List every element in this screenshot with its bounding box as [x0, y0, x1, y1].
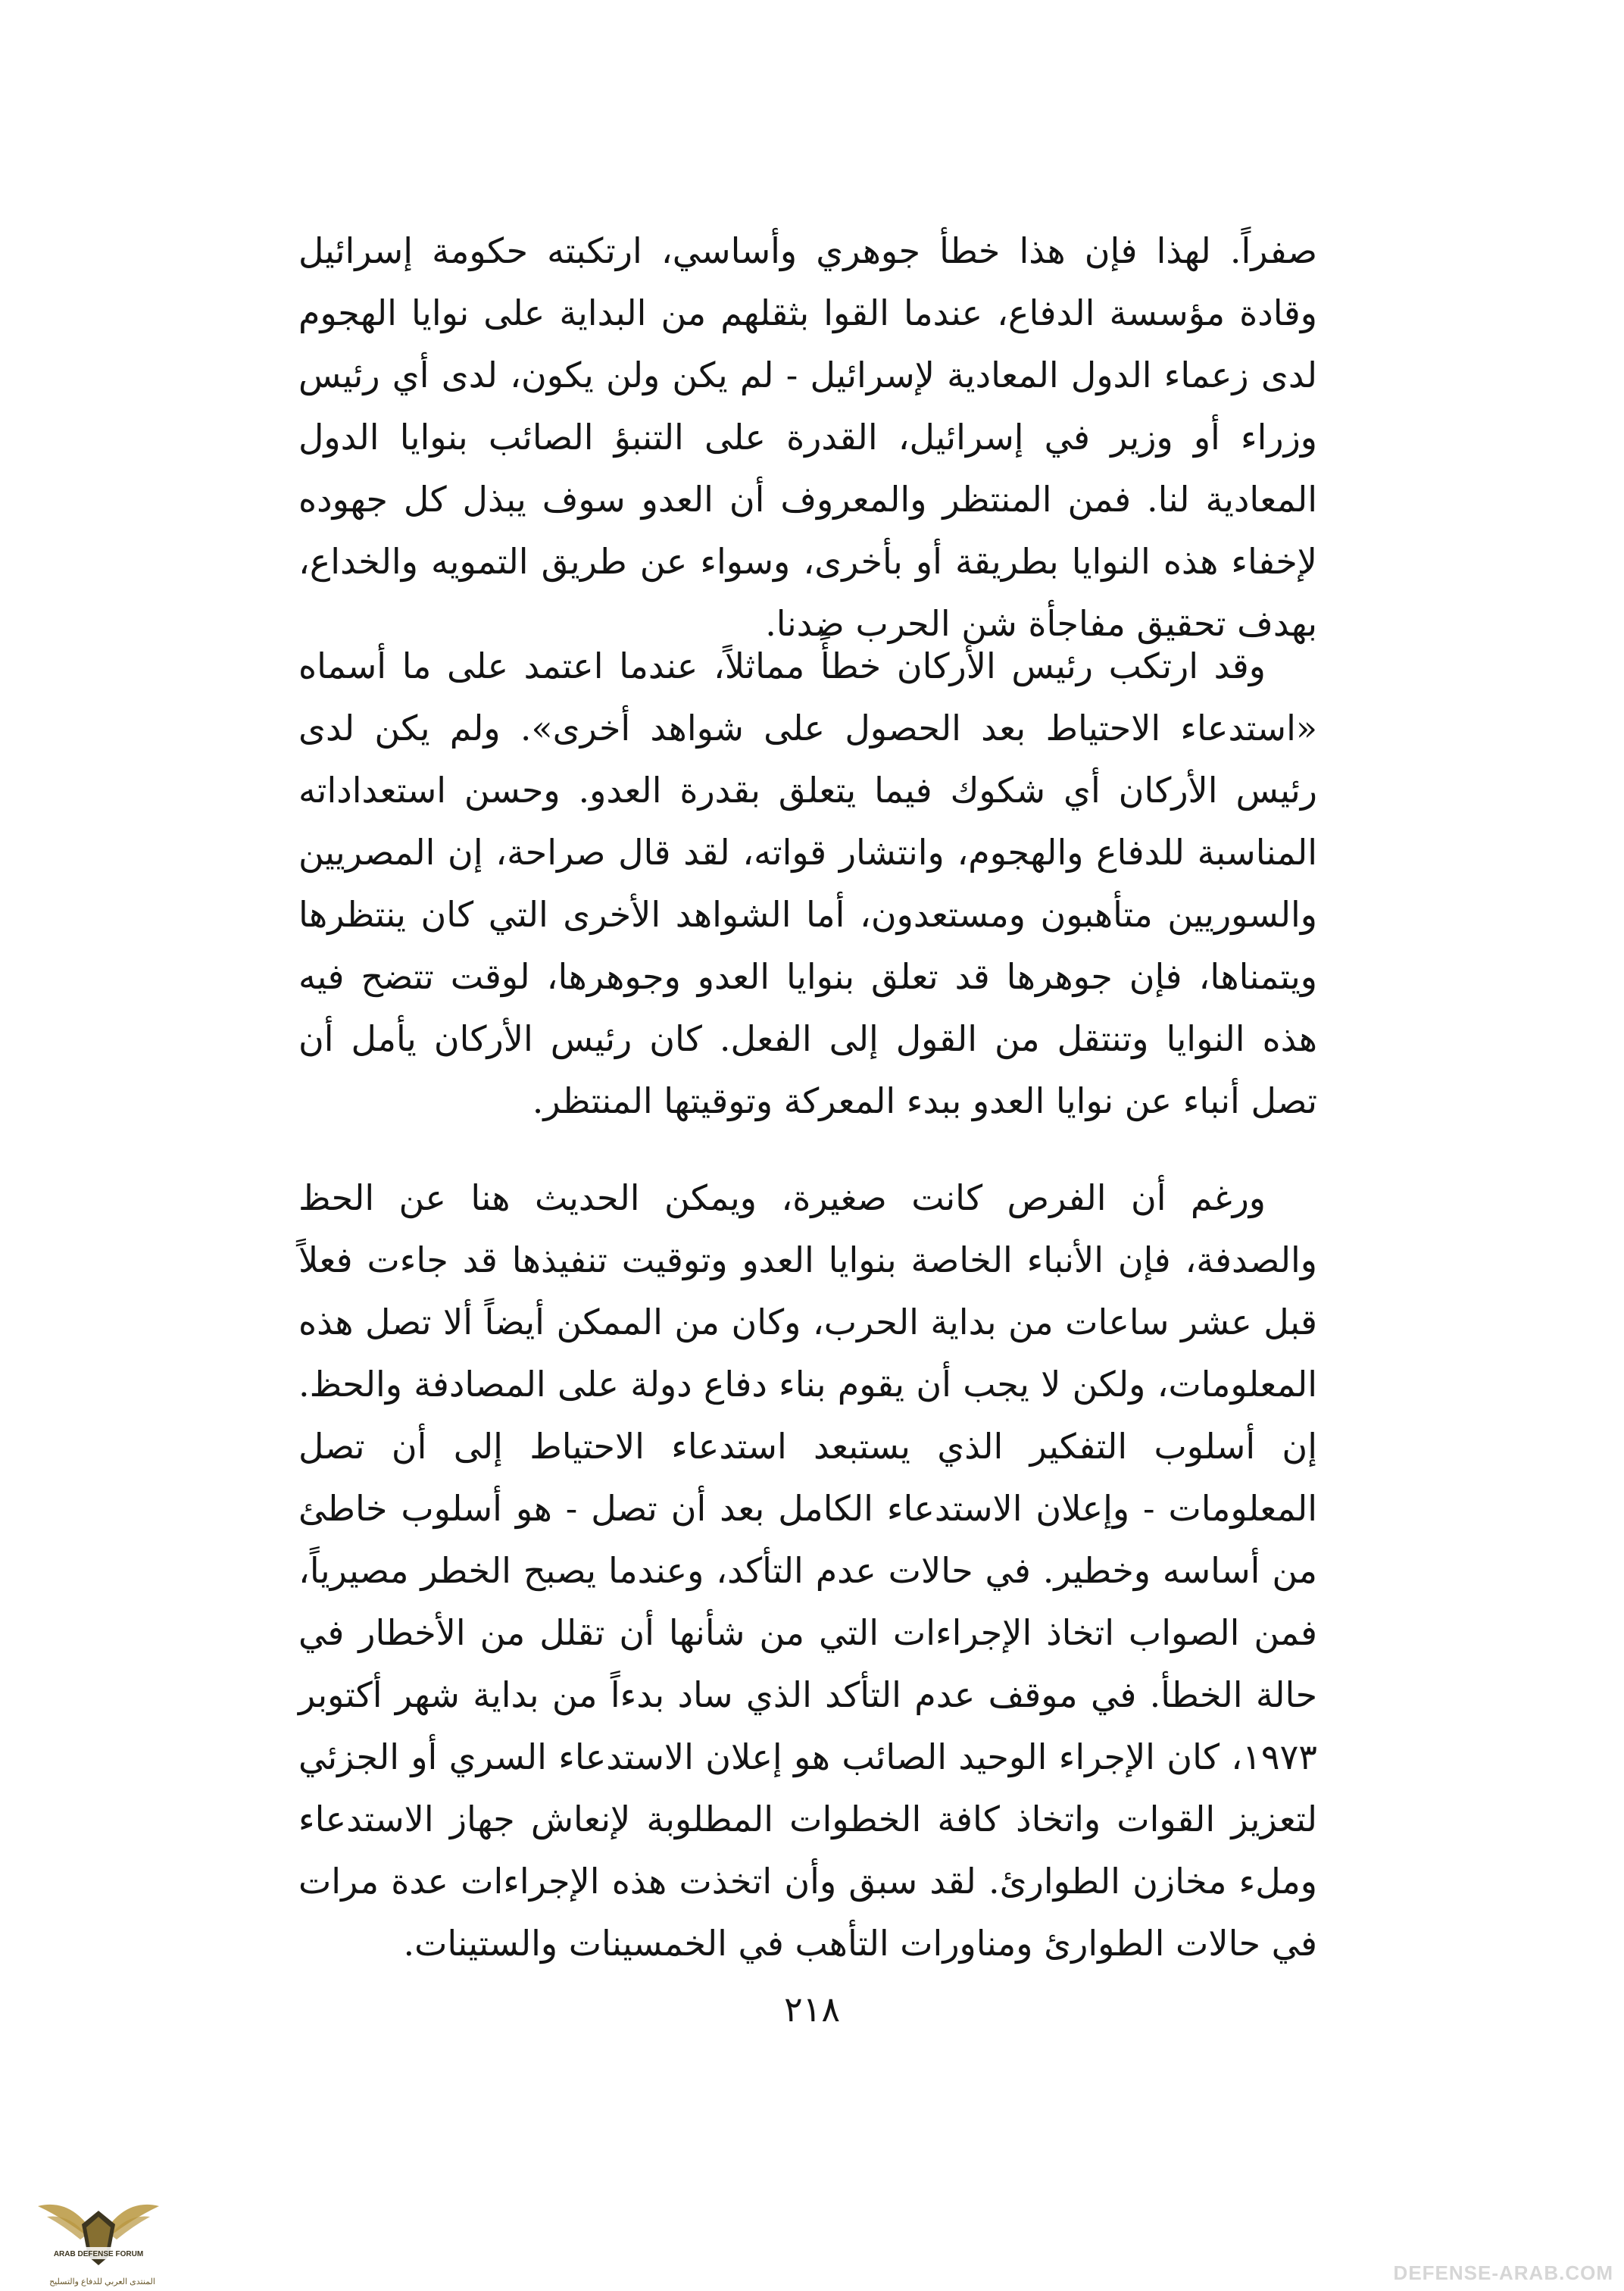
site-watermark: DEFENSE-ARAB.COM — [1393, 2261, 1613, 2284]
logo-subtext: المنتدى العربي للدفاع والتسليح — [49, 2277, 155, 2286]
logo-text: ARAB DEFENSE FORUM — [53, 2250, 144, 2258]
page-number: ٢١٨ — [783, 1989, 841, 2030]
paragraph-1: صفراً. لهذا فإن هذا خطأ جوهري وأساسي، ارتكبته حكومة إسرائيل وقادة مؤسسة الدفاع، عندما القوا بثقلهم من البداية على نوايا الهجوم لدى زعماء الدول المعادية لإسرائيل - لم يكن ولن يكون، لدى أي رئيس وزراء أو وزير في إسرائيل، القدرة على التنبؤ الصائب بنوايا الدول المعادية لنا. فمن المنتظر والمعروف أن العدو سوف يبذل كل جهوده لإخفاء هذه النوايا بطريقة أو بأخرى، وسواء عن طريق التمويه والخداع، بهدف تحقيق مفاجأة شن الحرب ضدنا. — [298, 230, 1317, 644]
paragraph-2: وقد ارتكب رئيس الأركان خطأً مماثلاً، عندما اعتمد على ما أسماه «استدعاء الاحتياط بعد الحصول على شواهد أخرى». ولم يكن لدى رئيس الأركان أي شكوك فيما يتعلق بقدرة العدو. وحسن استعداداته المناسبة للدفاع والهجوم، وانتشار قواته، لقد قال صراحة، إن المصريين والسوريين متأهبون ومستعدون، أما الشواهد الأخرى التي كان ينتظرها ويتمناها، فإن جوهرها قد تعلق بنوايا العدو وجوهرها، لوقت تتضح فيه هذه النوايا وتنتقل من القول إلى الفعل. كان رئيس الأركان يأمل أن تصل أنباء عن نوايا العدو ببدء المعركة وتوقيتها المنتظر. — [298, 645, 1317, 1121]
arab-defense-forum-logo-icon — [30, 2191, 167, 2274]
paragraph-3: ورغم أن الفرص كانت صغيرة، ويمكن الحديث هنا عن الحظ والصدفة، فإن الأنباء الخاصة بنوايا العدو وتوقيت تنفيذها قد جاءت فعلاً قبل عشر ساعات من بداية الحرب، وكان من الممكن أيضاً ألا تصل هذه المعلومات، ولكن لا يجب أن يقوم بناء دفاع دولة على المصادفة والحظ. إن أسلوب التفكير الذي يستبعد استدعاء الاحتياط إلى أن تصل المعلومات - وإعلان الاستدعاء الكامل بعد أن تصل - هو أسلوب خاطئ من أساسه وخطير. في حالات عدم التأكد، وعندما يصبح الخطر مصيرياً، فمن الصواب اتخاذ الإجراءات التي من شأنها أن تقلل من الأخطار في حالة الخطأ. في موقف عدم التأكد الذي ساد بدءاً من بداية شهر أكتوبر ١٩٧٣، كان الإجراء الوحيد الصائب هو إعلان الاستدعاء السري أو الجزئي لتعزيز القوات واتخاذ كافة الخطوات المطلوبة لإنعاش جهاز الاستدعاء وملء مخازن الطوارئ. لقد سبق وأن اتخذت هذه الإجراءات عدة مرات في حالات الطوارئ ومناورات التأهب في الخمسينات والستينات. — [298, 1177, 1317, 1964]
